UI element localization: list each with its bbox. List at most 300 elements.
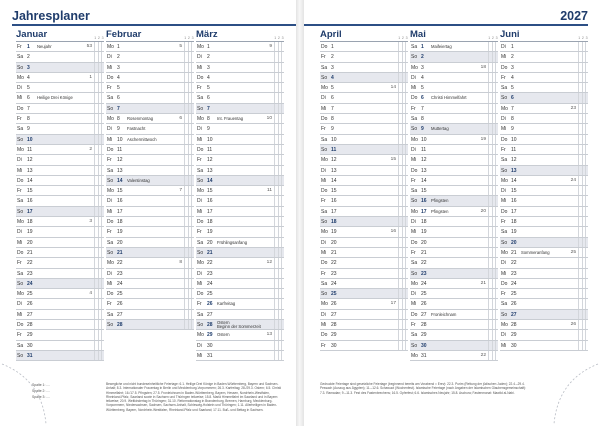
extra-columns [184, 135, 194, 144]
day-row[interactable] [500, 186, 588, 196]
day-row[interactable] [410, 135, 498, 145]
day-row[interactable] [16, 351, 104, 361]
day-row[interactable] [196, 166, 284, 176]
day-row[interactable] [410, 73, 498, 83]
day-row[interactable] [196, 207, 284, 217]
weekday-label: Sa [321, 136, 328, 143]
day-row[interactable] [410, 279, 498, 289]
day-number: 7 [207, 105, 210, 112]
weekday-label: Fr [501, 219, 506, 226]
day-row[interactable] [16, 341, 104, 351]
day-row[interactable] [106, 289, 194, 299]
day-row[interactable] [320, 238, 408, 248]
weekday-label: Do [501, 280, 508, 287]
day-row[interactable] [320, 114, 408, 124]
day-row[interactable] [16, 52, 104, 62]
day-row[interactable] [106, 227, 194, 237]
weekday-label: Mi [501, 198, 507, 205]
day-row[interactable] [16, 166, 104, 176]
day-row[interactable] [320, 248, 408, 258]
weekday-label: Mi [197, 208, 203, 215]
extra-columns [184, 166, 194, 175]
day-row[interactable] [500, 42, 588, 52]
day-row[interactable] [410, 269, 498, 279]
day-row[interactable] [106, 166, 194, 176]
day-row[interactable] [320, 227, 408, 237]
extra-columns [578, 155, 588, 164]
day-number: 10 [421, 136, 427, 143]
day-row[interactable] [410, 299, 498, 309]
day-row[interactable] [410, 186, 498, 196]
day-row[interactable] [410, 238, 498, 248]
day-row[interactable] [500, 299, 588, 309]
extra-columns [398, 330, 408, 339]
weekday-label: Sa [107, 239, 114, 246]
day-row[interactable] [106, 124, 194, 134]
week-number: 16 [390, 229, 396, 235]
extra-columns [578, 248, 588, 257]
day-row[interactable] [196, 310, 284, 320]
day-row[interactable] [106, 155, 194, 165]
extra-columns [578, 330, 588, 339]
day-row[interactable] [500, 166, 588, 176]
extra-columns [94, 73, 104, 82]
extra-columns [488, 52, 498, 61]
day-row[interactable] [410, 145, 498, 155]
day-number: 14 [331, 177, 337, 184]
extra-columns [488, 83, 498, 92]
day-number: 18 [331, 219, 337, 226]
day-row[interactable] [320, 341, 408, 351]
extra-columns [274, 279, 284, 288]
day-number: 4 [27, 74, 30, 81]
day-row[interactable] [500, 176, 588, 186]
day-row[interactable] [16, 42, 104, 52]
day-number: 8 [331, 116, 334, 123]
day-row[interactable] [196, 289, 284, 299]
weekday-label: Di [197, 126, 202, 133]
day-row[interactable] [196, 124, 284, 134]
day-row[interactable] [16, 269, 104, 279]
day-row[interactable] [196, 269, 284, 279]
day-row[interactable] [410, 83, 498, 93]
day-row[interactable] [500, 248, 588, 258]
day-number: 16 [331, 198, 337, 205]
day-row[interactable] [16, 196, 104, 206]
extra-columns [274, 186, 284, 195]
extra-columns [578, 217, 588, 226]
extra-columns [398, 341, 408, 350]
day-row[interactable] [196, 217, 284, 227]
day-number: 5 [511, 85, 514, 92]
day-row[interactable] [500, 73, 588, 83]
extra-columns [184, 83, 194, 92]
day-row[interactable] [106, 186, 194, 196]
day-row[interactable] [196, 104, 284, 114]
day-row[interactable] [196, 155, 284, 165]
day-row[interactable] [410, 330, 498, 340]
day-row[interactable] [196, 83, 284, 93]
day-row[interactable] [196, 176, 284, 186]
weekday-label: So [197, 177, 204, 184]
extra-columns [274, 104, 284, 113]
day-row[interactable] [410, 52, 498, 62]
day-row[interactable] [106, 52, 194, 62]
extra-columns [398, 227, 408, 236]
day-row[interactable] [16, 310, 104, 320]
day-row[interactable] [16, 83, 104, 93]
day-row[interactable] [106, 145, 194, 155]
extra-columns [578, 145, 588, 154]
day-row[interactable] [500, 238, 588, 248]
extra-columns [488, 279, 498, 288]
weekday-label: Fr [17, 116, 22, 123]
day-row[interactable] [196, 299, 284, 309]
day-row[interactable] [410, 114, 498, 124]
weekday-label: Mo [411, 136, 418, 143]
day-row[interactable] [106, 238, 194, 248]
day-row[interactable] [196, 330, 284, 340]
day-row[interactable] [196, 248, 284, 258]
day-row[interactable] [106, 63, 194, 73]
week-number: 15 [390, 157, 396, 163]
day-row[interactable] [320, 63, 408, 73]
day-row[interactable] [106, 207, 194, 217]
day-row[interactable] [196, 227, 284, 237]
day-row[interactable] [106, 258, 194, 268]
day-row[interactable] [106, 320, 194, 330]
day-row[interactable] [16, 63, 104, 73]
day-number: 5 [331, 85, 334, 92]
day-row[interactable] [106, 176, 194, 186]
day-row[interactable] [500, 289, 588, 299]
day-row[interactable] [320, 269, 408, 279]
day-row[interactable] [500, 52, 588, 62]
day-row[interactable] [410, 93, 498, 103]
day-row[interactable] [320, 104, 408, 114]
weekday-label: Fr [501, 291, 506, 298]
day-row[interactable] [320, 135, 408, 145]
day-row[interactable] [320, 217, 408, 227]
day-number: 7 [331, 105, 334, 112]
weekday-label: So [107, 105, 114, 112]
day-row[interactable] [410, 104, 498, 114]
day-row[interactable] [410, 310, 498, 320]
day-row[interactable] [16, 145, 104, 155]
extra-columns [184, 52, 194, 61]
weekday-label: Sa [107, 167, 114, 174]
day-row[interactable] [320, 83, 408, 93]
day-row[interactable] [410, 341, 498, 351]
day-number: 1 [117, 44, 120, 50]
day-row[interactable] [410, 289, 498, 299]
day-row[interactable] [320, 279, 408, 289]
day-row[interactable] [16, 248, 104, 258]
day-row[interactable] [500, 310, 588, 320]
day-row[interactable] [16, 114, 104, 124]
day-row[interactable] [196, 279, 284, 289]
day-number: 3 [421, 64, 424, 71]
weekday-label: So [501, 239, 508, 246]
day-row[interactable] [16, 104, 104, 114]
day-number: 24 [511, 280, 517, 287]
day-row[interactable] [320, 289, 408, 299]
day-row[interactable] [410, 248, 498, 258]
weekday-label: Di [321, 311, 326, 318]
weekday-label: Mo [501, 105, 508, 112]
weekday-label: Sa [321, 64, 328, 71]
day-row[interactable] [320, 310, 408, 320]
day-row[interactable] [410, 207, 498, 217]
day-row[interactable] [410, 320, 498, 330]
extra-columns [184, 258, 194, 267]
day-row[interactable] [320, 299, 408, 309]
day-row[interactable] [410, 176, 498, 186]
day-row[interactable] [106, 114, 194, 124]
day-number: 22 [331, 260, 337, 267]
day-row[interactable] [500, 196, 588, 206]
day-number: 9 [117, 126, 120, 133]
day-number: 25 [27, 291, 33, 298]
day-row[interactable] [500, 155, 588, 165]
day-number: 12 [117, 157, 123, 164]
week-number: 22 [480, 352, 486, 358]
day-row[interactable] [410, 351, 498, 361]
day-row[interactable] [196, 186, 284, 196]
day-number: 3 [27, 64, 30, 71]
day-row[interactable] [410, 63, 498, 73]
day-row[interactable] [106, 42, 194, 52]
day-row[interactable] [196, 341, 284, 351]
day-row[interactable] [16, 279, 104, 289]
extra-columns [274, 341, 284, 350]
day-row[interactable] [320, 73, 408, 83]
extra-columns [94, 114, 104, 123]
day-number: 21 [117, 249, 123, 256]
day-number: 30 [207, 342, 213, 349]
header-rule [304, 24, 588, 26]
weekday-label: Di [107, 270, 112, 277]
event-label: Pfingsten [431, 198, 449, 204]
extra-columns [398, 166, 408, 175]
day-row[interactable] [196, 238, 284, 248]
day-row[interactable] [410, 196, 498, 206]
day-row[interactable] [500, 320, 588, 330]
extra-columns [488, 124, 498, 133]
day-number: 6 [117, 95, 120, 102]
day-number: 6 [27, 95, 30, 102]
day-row[interactable] [196, 135, 284, 145]
day-row[interactable] [320, 93, 408, 103]
extra-columns [398, 207, 408, 216]
extra-columns [94, 227, 104, 236]
weekday-label: Sa [411, 44, 418, 50]
day-row[interactable] [320, 166, 408, 176]
day-row[interactable] [500, 258, 588, 268]
extra-columns [578, 186, 588, 195]
extra-columns [274, 227, 284, 236]
day-row[interactable] [106, 269, 194, 279]
day-row[interactable] [410, 217, 498, 227]
day-row[interactable] [410, 258, 498, 268]
day-number: 3 [207, 64, 210, 71]
day-row[interactable] [500, 145, 588, 155]
day-row[interactable] [106, 248, 194, 258]
day-row[interactable] [106, 73, 194, 83]
weekday-label: Sa [197, 311, 204, 318]
day-row[interactable] [16, 289, 104, 299]
extra-columns [398, 155, 408, 164]
day-row[interactable] [500, 63, 588, 73]
day-row[interactable] [320, 207, 408, 217]
day-row[interactable] [106, 196, 194, 206]
day-row[interactable] [500, 124, 588, 134]
weekday-label: Di [197, 54, 202, 61]
day-row[interactable] [320, 155, 408, 165]
right-page [304, 0, 600, 426]
day-row[interactable] [106, 83, 194, 93]
day-row[interactable] [16, 176, 104, 186]
extra-columns [488, 135, 498, 144]
day-number: 25 [331, 291, 337, 298]
day-row[interactable] [320, 52, 408, 62]
extra-columns [578, 114, 588, 123]
day-number: 29 [421, 332, 427, 339]
day-row[interactable] [196, 42, 284, 52]
day-row[interactable] [16, 124, 104, 134]
day-row[interactable] [16, 227, 104, 237]
day-row[interactable] [196, 114, 284, 124]
day-row[interactable] [16, 238, 104, 248]
extra-columns [94, 341, 104, 350]
day-row[interactable] [16, 135, 104, 145]
day-row[interactable] [500, 227, 588, 237]
weekday-label: So [197, 105, 204, 112]
day-row[interactable] [196, 52, 284, 62]
day-row[interactable] [320, 196, 408, 206]
day-row[interactable] [16, 217, 104, 227]
extra-columns [398, 258, 408, 267]
event-label: Karfreitag [217, 301, 236, 307]
day-row[interactable] [500, 330, 588, 340]
event-label: Maifeiertag [431, 44, 452, 49]
day-row[interactable] [410, 155, 498, 165]
weekday-label: Do [321, 116, 328, 123]
day-row[interactable] [196, 93, 284, 103]
day-row[interactable] [16, 186, 104, 196]
day-row[interactable] [16, 207, 104, 217]
day-row[interactable] [196, 63, 284, 73]
day-row[interactable] [410, 42, 498, 52]
day-row[interactable] [320, 320, 408, 330]
weekday-label: Do [321, 332, 328, 339]
day-number: 4 [207, 74, 210, 81]
day-row[interactable] [320, 186, 408, 196]
day-row[interactable] [500, 341, 588, 351]
day-row[interactable] [500, 93, 588, 103]
weekday-label: Di [501, 188, 506, 195]
day-row[interactable] [500, 104, 588, 114]
day-number: 18 [117, 219, 123, 226]
day-row[interactable] [16, 93, 104, 103]
day-row[interactable] [196, 196, 284, 206]
week-number: 8 [179, 260, 182, 266]
day-row[interactable] [320, 145, 408, 155]
extra-columns [398, 186, 408, 195]
day-row[interactable] [106, 93, 194, 103]
day-row[interactable] [106, 217, 194, 227]
week-number: 11 [267, 188, 272, 194]
day-row[interactable] [196, 320, 284, 330]
day-row[interactable] [106, 299, 194, 309]
day-row[interactable] [196, 145, 284, 155]
event-label: Neujahr [37, 44, 52, 49]
day-number: 18 [511, 219, 517, 226]
day-row[interactable] [410, 227, 498, 237]
extra-columns [94, 52, 104, 61]
day-row[interactable] [410, 166, 498, 176]
day-row[interactable] [320, 176, 408, 186]
extra-columns [184, 186, 194, 195]
day-number: 11 [117, 146, 123, 153]
day-number: 12 [27, 157, 33, 164]
extra-columns [184, 155, 194, 164]
day-row[interactable] [106, 310, 194, 320]
day-row[interactable] [16, 73, 104, 83]
weekday-label: Fr [501, 74, 506, 81]
extra-columns [94, 196, 104, 205]
day-number: 1 [331, 44, 334, 50]
weekday-label: Sa [501, 229, 508, 236]
day-number: 10 [511, 136, 517, 143]
day-row[interactable] [106, 135, 194, 145]
day-row[interactable] [16, 299, 104, 309]
day-row[interactable] [196, 351, 284, 361]
day-number: 17 [421, 208, 427, 215]
extra-columns [274, 238, 284, 247]
extra-columns [184, 176, 194, 185]
day-row[interactable] [16, 330, 104, 340]
day-row[interactable] [500, 114, 588, 124]
spalte-label: Spalte 1: .... [32, 383, 51, 387]
day-row[interactable] [196, 73, 284, 83]
day-row[interactable] [106, 279, 194, 289]
day-row[interactable] [500, 217, 588, 227]
day-row[interactable] [16, 155, 104, 165]
day-number: 11 [511, 146, 517, 153]
day-row[interactable] [16, 320, 104, 330]
day-row[interactable] [320, 258, 408, 268]
day-row[interactable] [320, 42, 408, 52]
day-row[interactable] [500, 207, 588, 217]
weekday-label: Mo [17, 74, 24, 81]
day-row[interactable] [500, 269, 588, 279]
day-row[interactable] [500, 135, 588, 145]
weekday-label: Mo [197, 332, 204, 339]
day-row[interactable] [16, 258, 104, 268]
day-row[interactable] [106, 104, 194, 114]
extra-columns [488, 269, 498, 278]
day-row[interactable] [500, 83, 588, 93]
day-row[interactable] [320, 124, 408, 134]
weekday-label: Mo [321, 157, 328, 164]
day-row[interactable] [196, 258, 284, 268]
day-row[interactable] [320, 330, 408, 340]
day-row[interactable] [410, 124, 498, 134]
extra-columns [184, 145, 194, 154]
day-row[interactable] [500, 279, 588, 289]
weekday-label: Fr [197, 301, 202, 308]
